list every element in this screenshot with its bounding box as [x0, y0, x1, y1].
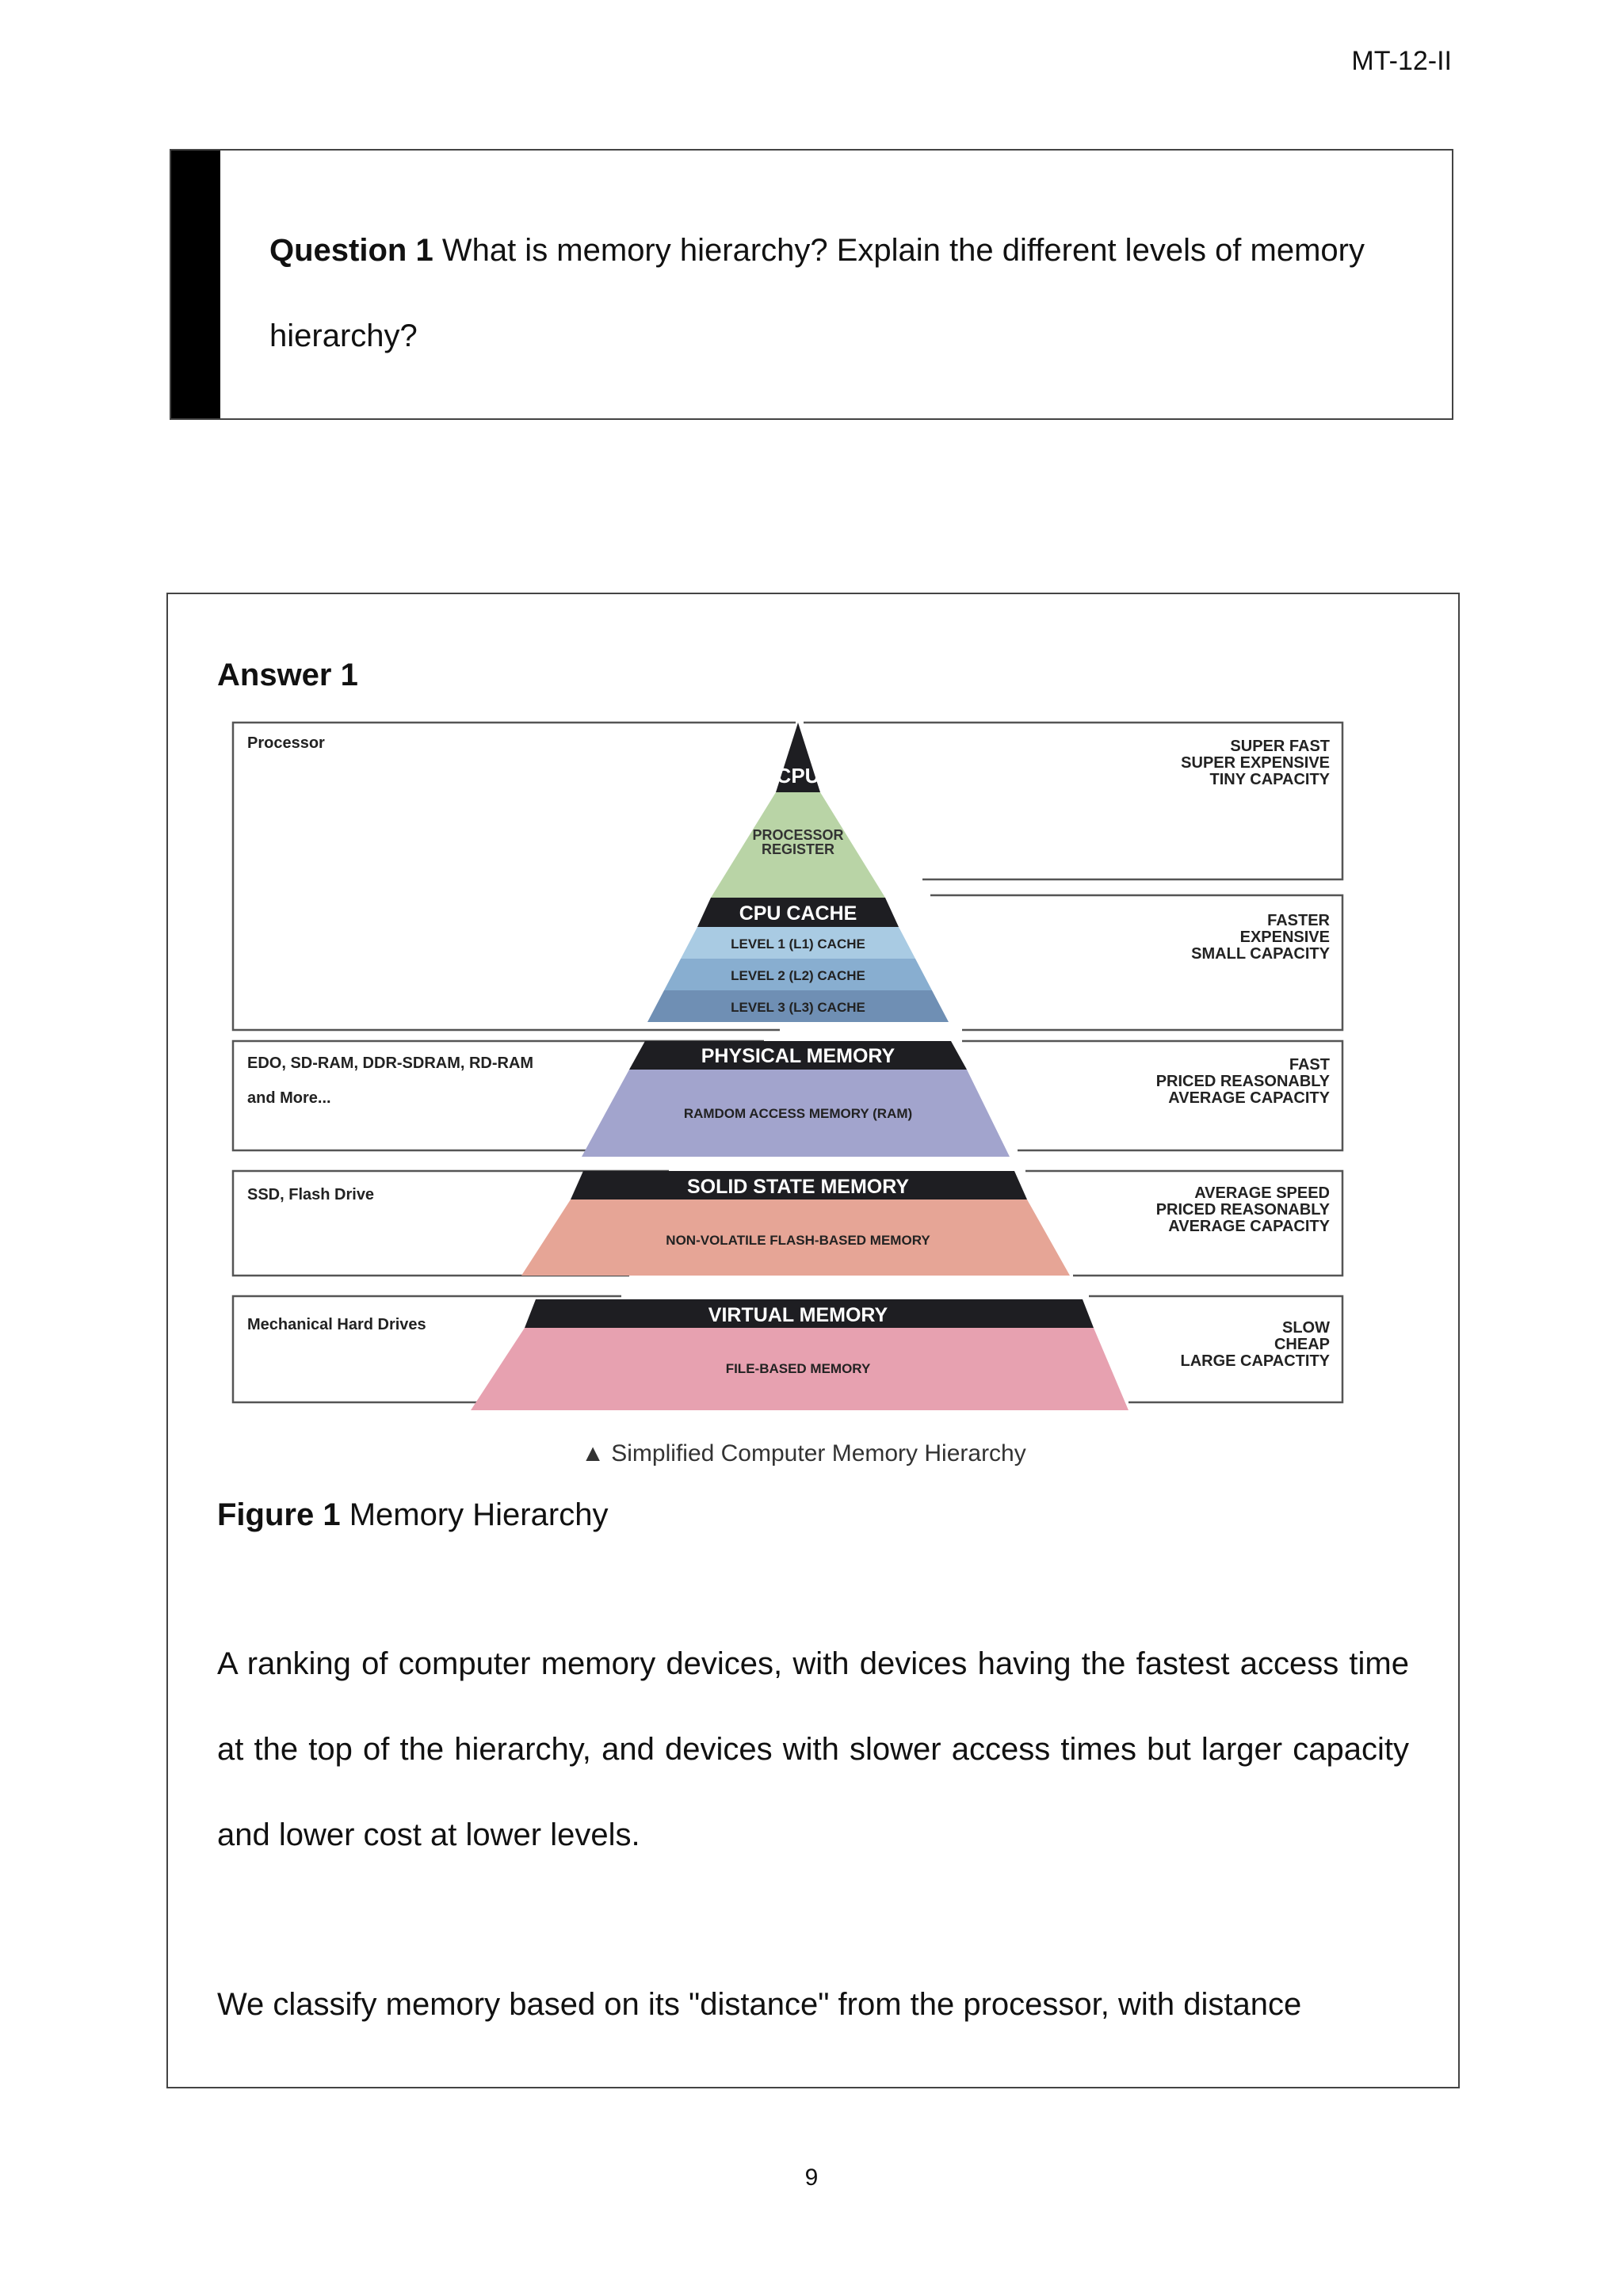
right-label-4a: AVERAGE SPEED [1194, 1184, 1330, 1202]
right-label-3c: AVERAGE CAPACITY [1168, 1089, 1330, 1107]
page-number: 9 [804, 2164, 819, 2191]
physical-sub: RAMDOM ACCESS MEMORY (RAM) [683, 1106, 913, 1121]
left-label-ssd: SSD, Flash Drive [247, 1186, 375, 1203]
right-label-1b: SUPER EXPENSIVE [1181, 754, 1330, 772]
answer-paragraph-1: A ranking of computer memory devices, with devices having the fastest access time at the top of the hierarchy, and devices with slower access times but larger capacity and lower cost at lower levels. [217, 1646, 1409, 1852]
right-label-2b: EXPENSIVE [1239, 929, 1330, 946]
right-label-5a: SLOW [1282, 1319, 1330, 1337]
ssd-title: SOLID STATE MEMORY [686, 1176, 910, 1198]
answer-box [166, 593, 1460, 2088]
left-label-processor: Processor [247, 734, 325, 752]
virtual-sub: FILE-BASED MEMORY [725, 1361, 871, 1376]
left-label-ram-2: and More... [247, 1089, 331, 1107]
left-label-ram-1: EDO, SD-RAM, DDR-SDRAM, RD-RAM [247, 1055, 534, 1072]
figure-caption-text: Memory Hierarchy [349, 1497, 609, 1532]
right-label-5c: LARGE CAPACTITY [1180, 1352, 1330, 1370]
physical-title: PHYSICAL MEMORY [701, 1045, 896, 1067]
question-box [170, 149, 1453, 420]
cache-title: CPU CACHE [739, 902, 857, 925]
register-label-2: REGISTER [761, 841, 835, 857]
l1-label: LEVEL 1 (L1) CACHE [731, 936, 865, 952]
right-label-3a: FAST [1289, 1056, 1330, 1074]
right-label-2c: SMALL CAPACITY [1191, 945, 1330, 963]
l3-label: LEVEL 3 (L3) CACHE [731, 1000, 865, 1015]
figure-caption-label: Figure 1 [217, 1497, 341, 1532]
right-label-1a: SUPER FAST [1230, 738, 1330, 755]
question-accent-bar [171, 151, 220, 418]
register-label-1: PROCESSOR [752, 827, 844, 843]
question-text [269, 208, 1404, 379]
right-label-5b: CHEAP [1274, 1336, 1330, 1353]
figure-subcaption-svg [217, 1434, 1390, 1474]
cpu-label: CPU [776, 764, 820, 788]
question-body: What is memory hierarchy? Explain the different levels of memory hierarchy? [269, 233, 1365, 353]
document-code: MT-12-II [1351, 46, 1452, 76]
ssd-sub: NON-VOLATILE FLASH-BASED MEMORY [666, 1233, 930, 1248]
right-label-4c: AVERAGE CAPACITY [1168, 1218, 1330, 1235]
figure-subcaption: ▲ Simplified Computer Memory Hierarchy [581, 1440, 1026, 1466]
right-label-3b: PRICED REASONABLY [1155, 1073, 1330, 1090]
virtual-title: VIRTUAL MEMORY [708, 1304, 888, 1326]
right-label-1c: TINY CAPACITY [1209, 771, 1330, 788]
question-label: Question 1 [269, 233, 433, 268]
l2-label: LEVEL 2 (L2) CACHE [731, 968, 865, 983]
left-label-hdd: Mechanical Hard Drives [247, 1316, 426, 1333]
answer-paragraph-2: We classify memory based on its "distance" from the processor, with distance [217, 1987, 1302, 2022]
figure-caption [217, 1497, 608, 1533]
right-label-2a: FASTER [1267, 912, 1330, 929]
memory-hierarchy-figure [217, 721, 1390, 1376]
answer-title: Answer 1 [217, 658, 358, 692]
right-label-4b: PRICED REASONABLY [1155, 1201, 1330, 1219]
